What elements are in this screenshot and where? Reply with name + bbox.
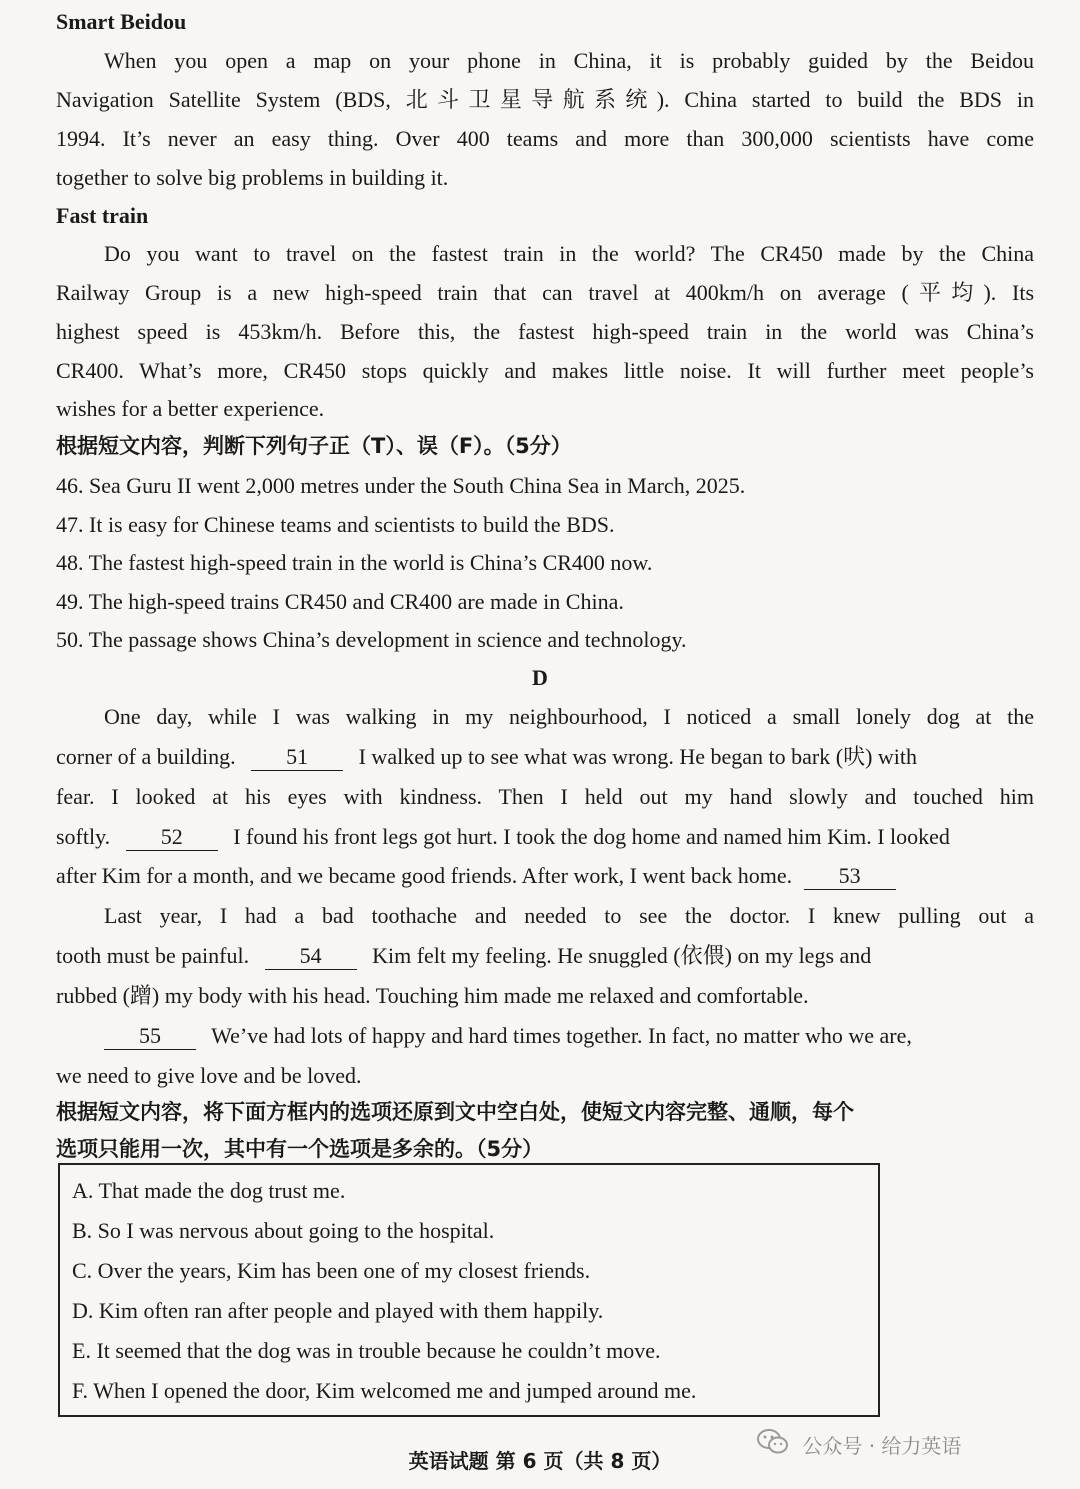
d-p3-line-1-end: We’ve had lots of happy and hard times together. In fact, no matter who we are, bbox=[211, 1023, 912, 1048]
option-d: D. Kim often ran after people and played with them happily. bbox=[72, 1298, 604, 1323]
d-p2-line-1: Last year, I had a bad toothache and needed to see the doctor. I knew pulling out a bbox=[104, 903, 1034, 928]
question-46: 46. Sea Guru II went 2,000 metres under the South China Sea in March, 2025. bbox=[56, 473, 746, 498]
d-p1-line-4-end: I found his front legs got hurt. I took the dog home and named him Kim. I looked bbox=[233, 824, 950, 849]
d-p1-line-2-start: corner of a building. bbox=[56, 744, 236, 769]
train-line-3: highest speed is 453km/h. Before this, the fastest high-speed train in the world was China’s bbox=[56, 319, 1034, 344]
blank-54: 54 bbox=[265, 943, 357, 970]
d-p3-line-2: we need to give love and be loved. bbox=[56, 1063, 362, 1088]
watermark-text: 公众号 · 给力英语 bbox=[802, 1434, 962, 1458]
page-footer: 英语试题 第 6 页（共 8 页） bbox=[408, 1449, 672, 1473]
d-p1-line-4-start: softly. bbox=[56, 824, 111, 849]
d-p1-line-3: fear. I looked at his eyes with kindness. Then I held out my hand slowly and touched him bbox=[56, 784, 1034, 809]
d-p2-line-3: rubbed (蹭) my body with his head. Touching him made me relaxed and comfortable. bbox=[56, 983, 809, 1008]
beidou-line-1: When you open a map on your phone in China, it is probably guided by the Beidou bbox=[104, 48, 1034, 73]
d-p1-line-2 bbox=[56, 737, 1034, 776]
tf-instruction: 根据短文内容，判断下列句子正（T）、误（F）。（5分） bbox=[56, 434, 572, 458]
option-e: E. It seemed that the dog was in trouble because he couldn’t move. bbox=[72, 1338, 661, 1363]
question-50: 50. The passage shows China’s development in science and technology. bbox=[56, 627, 687, 652]
beidou-heading: Smart Beidou bbox=[56, 9, 187, 34]
wechat-icon bbox=[756, 1428, 790, 1467]
blank-51: 51 bbox=[251, 744, 343, 771]
train-line-2: Railway Group is a new high-speed train that can travel at 400km/h on average (平均). Its bbox=[56, 280, 1034, 305]
train-line-1: Do you want to travel on the fastest train in the world? The CR450 made by the China bbox=[104, 241, 1034, 266]
blank-55: 55 bbox=[104, 1023, 196, 1050]
question-49: 49. The high-speed trains CR450 and CR400 are made in China. bbox=[56, 589, 624, 614]
blank-52: 52 bbox=[126, 824, 218, 851]
beidou-line-2: Navigation Satellite System (BDS, 北斗卫星导航系统). China started to build the BDS in bbox=[56, 87, 1034, 112]
options-box bbox=[58, 1163, 880, 1417]
beidou-line-3: 1994. It’s never an easy thing. Over 400 teams and more than 300,000 scientists have come bbox=[56, 126, 1034, 151]
blank-53: 53 bbox=[804, 863, 896, 890]
question-47: 47. It is easy for Chinese teams and scientists to build the BDS. bbox=[56, 512, 615, 537]
section-d-heading: D bbox=[532, 665, 548, 690]
d-p1-line-5 bbox=[56, 856, 1034, 895]
d-p2-line-2-end: Kim felt my feeling. He snuggled (依偎) on my legs and bbox=[372, 943, 872, 968]
train-line-4: CR400. What’s more, CR450 stops quickly and makes little noise. It will further meet people’s bbox=[56, 358, 1034, 383]
train-heading: Fast train bbox=[56, 203, 149, 228]
question-48: 48. The fastest high-speed train in the world is China’s CR400 now. bbox=[56, 550, 653, 575]
beidou-line-4: together to solve big problems in building it. bbox=[56, 165, 449, 190]
d-instruction-line-2: 选项只能用一次，其中有一个选项是多余的。（5分） bbox=[56, 1137, 544, 1161]
watermark bbox=[756, 1428, 961, 1464]
option-c: C. Over the years, Kim has been one of my closest friends. bbox=[72, 1258, 591, 1283]
d-p2-line-2 bbox=[56, 936, 1034, 975]
d-instruction-line-1: 根据短文内容，将下面方框内的选项还原到文中空白处，使短文内容完整、通顺，每个 bbox=[56, 1100, 854, 1124]
option-b: B. So I was nervous about going to the hospital. bbox=[72, 1218, 495, 1243]
d-p1-line-5-start: after Kim for a month, and we became good friends. After work, I went back home. bbox=[56, 863, 793, 888]
train-line-5: wishes for a better experience. bbox=[56, 396, 325, 421]
d-p1-line-2-end: I walked up to see what was wrong. He began to bark (吠) with bbox=[358, 744, 918, 769]
d-p3-line-1 bbox=[104, 1016, 1034, 1055]
d-p2-line-2-start: tooth must be painful. bbox=[56, 943, 250, 968]
d-p1-line-1: One day, while I was walking in my neighbourhood, I noticed a small lonely dog at the bbox=[104, 704, 1034, 729]
option-a: A. That made the dog trust me. bbox=[72, 1178, 346, 1203]
d-p1-line-4 bbox=[56, 817, 1034, 856]
option-f: F. When I opened the door, Kim welcomed me and jumped around me. bbox=[72, 1378, 697, 1403]
